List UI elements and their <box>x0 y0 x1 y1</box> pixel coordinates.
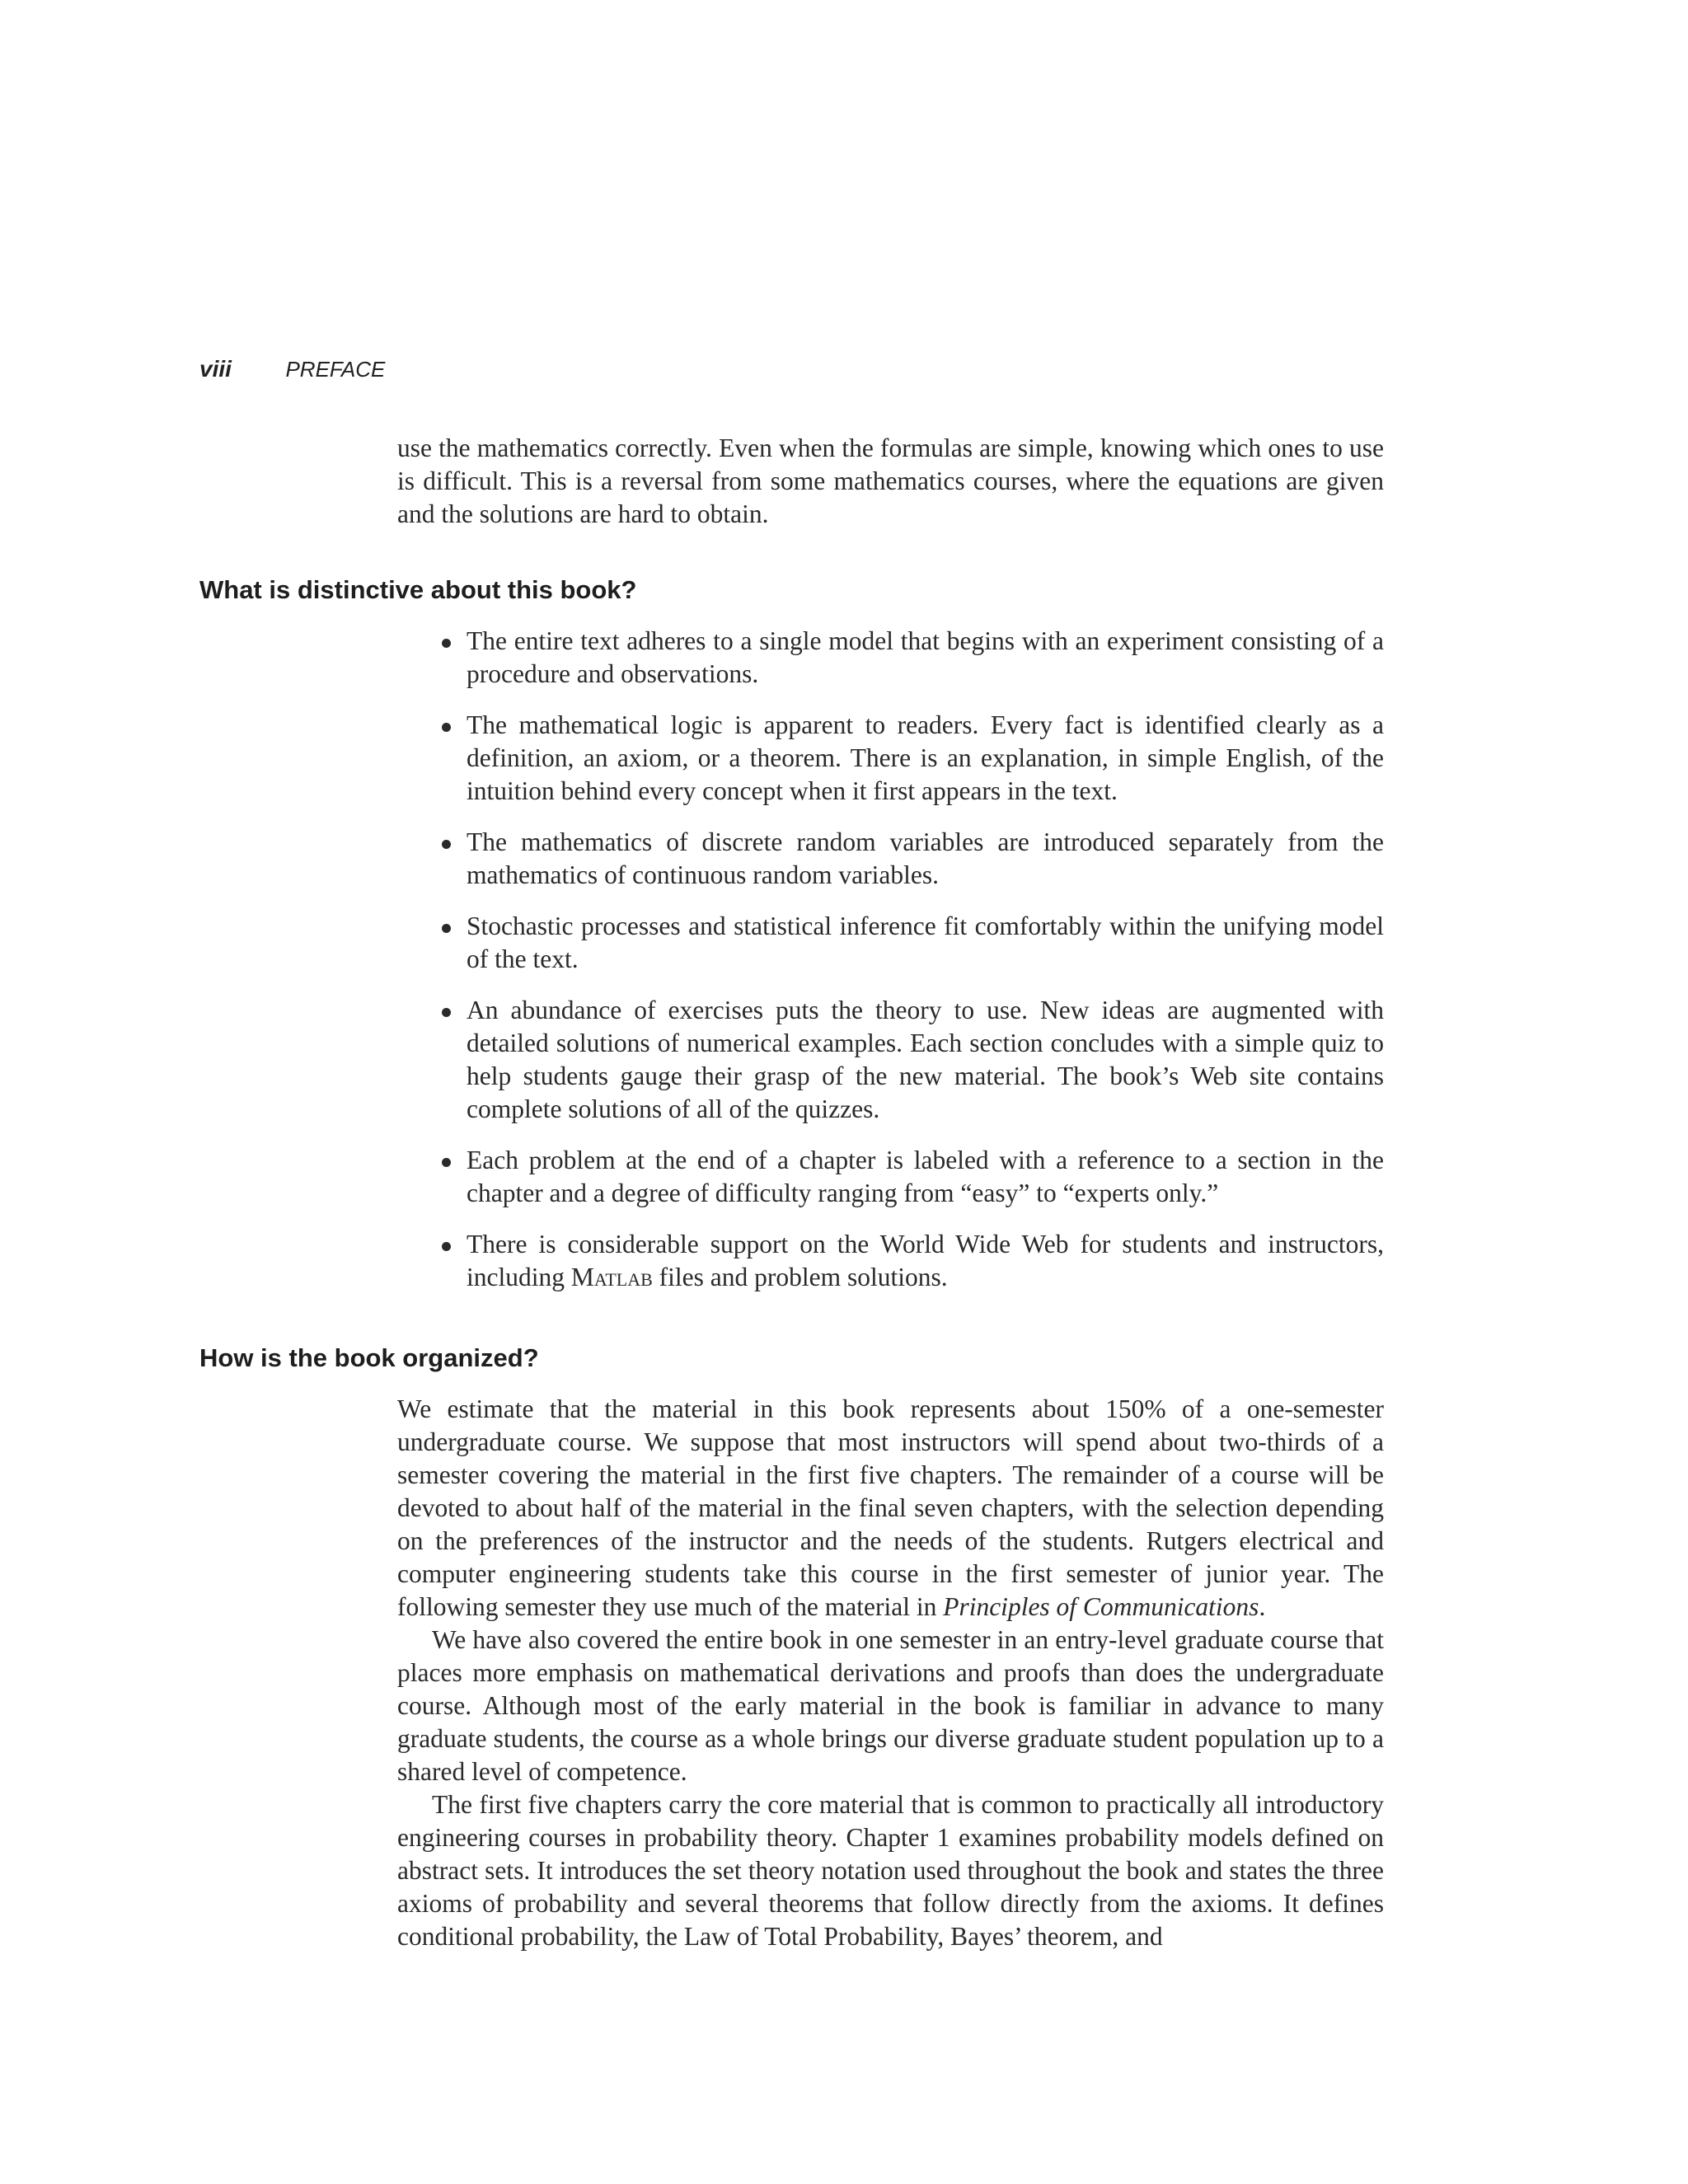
bullet-text: An abundance of exercises puts the theory to use. New ideas are augmented with detailed solutions of numerical examples. Each section concludes with a simple quiz to help students gauge their grasp of the new material. The book’s Web site contains complete solutions of all of the quizzes. <box>467 996 1384 1123</box>
matlab-name: Matlab <box>570 1263 653 1291</box>
bullet-item <box>467 994 1384 1126</box>
organized-paragraph-3: The first five chapters carry the core material that is common to practically all introductory engineering courses in probability theory. Chapter 1 examines probability models defined on abstract sets. It introduces the set theory notation used throughout the book and states the three axioms of probability and several theorems that follow directly from the axioms. It defines conditional probability, the Law of Total Probability, Bayes’ theorem, and <box>397 1790 1384 1951</box>
bullet-item <box>467 1144 1384 1210</box>
bullet-text-after: files and problem solutions. <box>652 1263 948 1291</box>
bullet-icon <box>442 924 451 933</box>
intro-paragraph: use the mathematics correctly. Even when the formulas are simple, knowing which ones to use is difficult. This is a reversal from some mathematics courses, where the equations are given and the solutions are hard to obtain. <box>397 434 1384 528</box>
bullet-text: Each problem at the end of a chapter is labeled with a reference to a section in the chapter and a degree of difficulty ranging from “easy” to “experts only.” <box>467 1146 1384 1207</box>
paragraph-text: We estimate that the material in this book represents about 150% of a one-semester undergraduate course. We suppose that most instructors will spend about two-thirds of a semester covering the material in the first five chapters. The remainder of a course will be devoted to about half of the material in the final seven chapters, with the selection depending on the preferences of the instructor and the needs of the students. Rutgers electrical and computer engineering students take this course in the first semester of junior year. The following semester they use much of the material in <box>397 1394 1384 1621</box>
bullet-item <box>467 709 1384 808</box>
bullet-text: The entire text adheres to a single model that begins with an experiment consisting of a procedure and observations. <box>467 626 1384 688</box>
bullet-icon <box>442 639 451 648</box>
bullet-text: The mathematical logic is apparent to readers. Every fact is identified clearly as a definition, an axiom, or a theorem. There is an explanation, in simple English, of the intuition behind every concept when it first appears in the text. <box>467 710 1384 805</box>
running-head <box>199 356 385 382</box>
book-title: Principles of Communications <box>943 1592 1259 1621</box>
bullet-text: The mathematics of discrete random variables are introduced separately from the mathematics of continuous random variables. <box>467 827 1384 889</box>
distinctive-bullet-list <box>467 625 1384 1312</box>
bullet-icon <box>442 1008 451 1017</box>
organized-section-body <box>397 1393 1384 1953</box>
page-number: viii <box>199 356 232 382</box>
organized-paragraph-1 <box>397 1393 1384 1624</box>
bullet-item <box>467 1228 1384 1294</box>
bullet-icon <box>442 1242 451 1251</box>
bullet-icon <box>442 1158 451 1167</box>
bullet-item <box>467 826 1384 892</box>
section-heading-distinctive: What is distinctive about this book? <box>199 575 637 604</box>
section-heading-organized: How is the book organized? <box>199 1343 539 1372</box>
bullet-icon <box>442 840 451 849</box>
paragraph-end: . <box>1259 1592 1266 1621</box>
bullet-item <box>467 910 1384 976</box>
organized-paragraph-2: We have also covered the entire book in one semester in an entry-level graduate course that places more emphasis on mathematical derivations and proofs than does the undergraduate course. Although most of the early material in the book is familiar in advance to many graduate students, the course as a whole brings our diverse graduate student population up to a shared level of competence. <box>397 1625 1384 1786</box>
bullet-text: Stochastic processes and statistical inference fit comfortably within the unifying model of the text. <box>467 912 1384 973</box>
bullet-text-before: There is considerable support on the World Wide Web for students and instructors, including <box>467 1230 1384 1291</box>
bullet-icon <box>442 723 451 732</box>
running-head-section: PREFACE <box>285 357 386 382</box>
bullet-item <box>467 625 1384 691</box>
